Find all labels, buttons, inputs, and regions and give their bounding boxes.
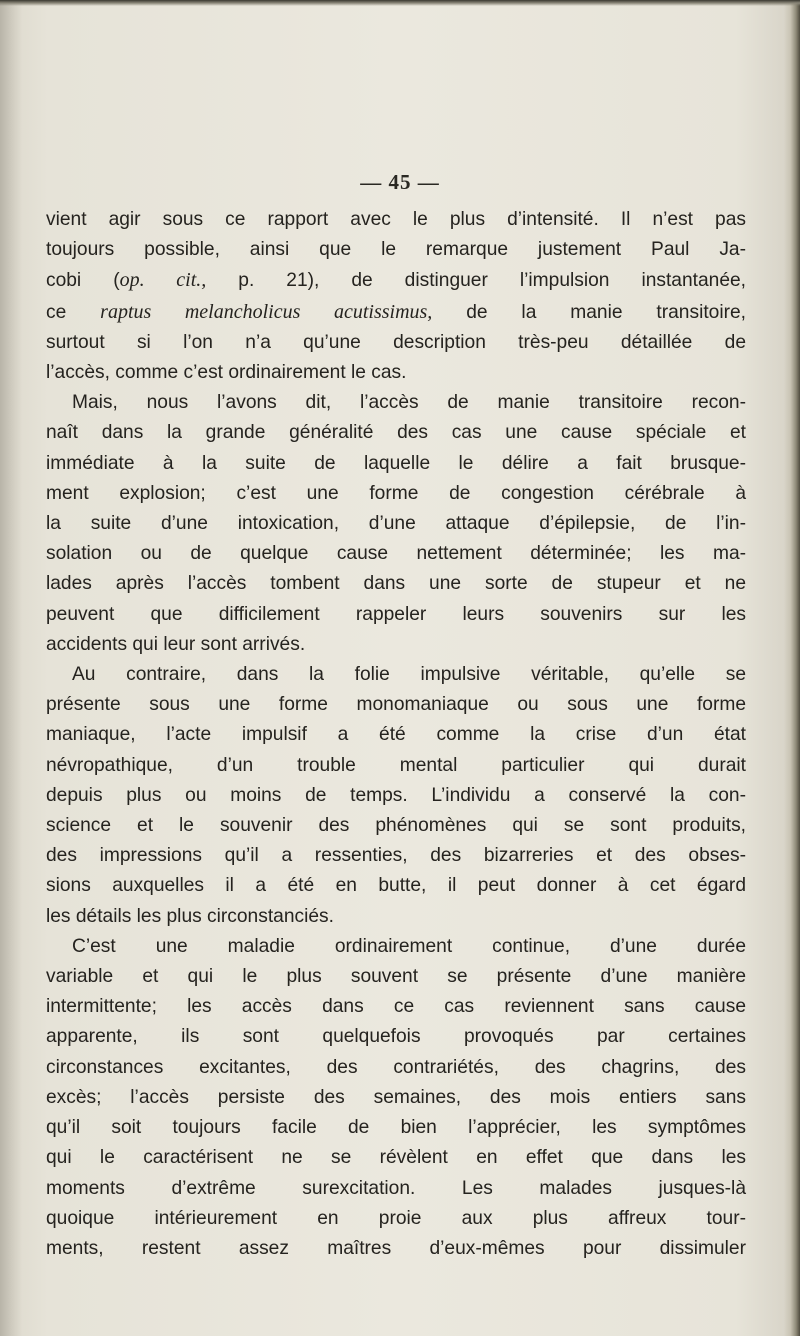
text-segment: science et le souvenir des phénomènes qui se sont produits,: [46, 815, 746, 837]
text-segment: ments, restent assez maîtres d’eux-mêmes pour dissimuler: [46, 1237, 746, 1259]
text-line: [46, 992, 746, 1022]
text-line: [46, 1022, 746, 1052]
text-line: [46, 388, 746, 418]
text-line: [46, 1143, 746, 1173]
text-segment: p. 21), de distinguer l’impulsion instantanée,: [206, 270, 746, 292]
text-segment: naît dans la grande généralité des cas une cause spéciale et: [46, 422, 746, 444]
text-segment: variable et qui le plus souvent se présente d’une manière: [46, 966, 746, 988]
text-segment: maniaque, l’acte impulsif a été comme la crise d’un état: [46, 724, 746, 746]
text-line: [46, 1204, 746, 1234]
text-segment: circonstances excitantes, des contrariétés, des chagrins, des: [46, 1056, 746, 1078]
text-line: [46, 932, 746, 962]
text-line: [46, 660, 746, 690]
text-segment: lades après l’accès tombent dans une sorte de stupeur et ne: [46, 573, 746, 595]
text-segment: Au contraire, dans la folie impulsive véritable, qu’elle se: [72, 664, 746, 686]
text-line: [46, 811, 746, 841]
text-line: [46, 569, 746, 599]
text-line: [46, 1174, 746, 1204]
italic-segment: raptus melancholicus acutissimus,: [100, 300, 433, 323]
text-segment: peuvent que difficilement rappeler leurs souvenirs sur les: [46, 603, 746, 625]
text-segment: l’accès, comme c’est ordinairement le cas.: [46, 362, 407, 384]
text-line: [46, 418, 746, 448]
text-line: [46, 449, 746, 479]
text-segment: qui le caractérisent ne se révèlent en effet que dans les: [46, 1147, 746, 1169]
text-segment: de la manie transitoire,: [432, 301, 746, 323]
text-segment: des impressions qu’il a ressenties, des bizarreries et des obses-: [46, 845, 746, 867]
text-line: [46, 751, 746, 781]
body-text: [46, 205, 746, 1264]
text-segment: immédiate à la suite de laquelle le délire a fait brusque-: [46, 452, 746, 474]
italic-segment: op. cit.,: [119, 269, 207, 292]
text-line: [46, 1083, 746, 1113]
text-line: [46, 328, 746, 358]
text-segment: surtout si l’on n’a qu’une description très-peu détaillée de: [46, 331, 746, 353]
text-line: [46, 630, 746, 660]
text-segment: vient agir sous ce rapport avec le plus d’intensité. Il n’est pas: [46, 209, 746, 230]
text-segment: cobi (: [46, 270, 120, 292]
top-edge: [0, 0, 800, 6]
text-segment: accidents qui leur sont arrivés.: [46, 633, 306, 655]
text-line: [46, 358, 746, 388]
text-segment: C’est une maladie ordinairement continue, d’une durée: [72, 935, 746, 957]
text-line: [46, 1113, 746, 1143]
gutter-shadow: [0, 0, 22, 1336]
text-line: [46, 1053, 746, 1083]
text-line: [46, 781, 746, 811]
text-line: [46, 509, 746, 539]
text-segment: ment explosion; c’est une forme de congestion cérébrale à: [46, 482, 746, 504]
text-line: [46, 902, 746, 932]
text-line: [46, 600, 746, 630]
text-segment: moments d’extrême surexcitation. Les malades jusques-là: [46, 1177, 746, 1199]
text-segment: Mais, nous l’avons dit, l’accès de manie transitoire recon-: [72, 392, 746, 414]
page-edge: [784, 0, 800, 1336]
text-segment: présente sous une forme monomaniaque ou sous une forme: [46, 694, 746, 716]
text-segment: apparente, ils sont quelquefois provoqués par certaines: [46, 1026, 746, 1048]
text-segment: quoique intérieurement en proie aux plus affreux tour-: [46, 1207, 746, 1229]
text-segment: les détails les plus circonstanciés.: [46, 905, 334, 927]
text-line: [46, 962, 746, 992]
text-line: [46, 720, 746, 750]
text-segment: depuis plus ou moins de temps. L’individu a conservé la con-: [46, 784, 746, 806]
text-line: [46, 265, 746, 296]
text-segment: solation ou de quelque cause nettement déterminée; les ma-: [46, 543, 746, 565]
text-segment: la suite d’une intoxication, d’une attaque d’épilepsie, de l’in-: [46, 513, 746, 535]
text-line: [46, 479, 746, 509]
text-line: [46, 297, 746, 328]
text-segment: excès; l’accès persiste des semaines, des mois entiers sans: [46, 1086, 746, 1108]
text-line: [46, 841, 746, 871]
text-segment: intermittente; les accès dans ce cas reviennent sans cause: [46, 996, 746, 1018]
text-segment: sions auxquelles il a été en butte, il peut donner à cet égard: [46, 875, 746, 897]
text-line: [46, 205, 746, 235]
text-line: [46, 539, 746, 569]
text-segment: qu’il soit toujours facile de bien l’apprécier, les symptômes: [46, 1117, 746, 1139]
text-line: [46, 235, 746, 265]
text-line: [46, 1234, 746, 1264]
page-number: — 45 —: [360, 170, 440, 194]
text-line: [46, 871, 746, 901]
text-segment: névropathique, d’un trouble mental particulier qui durait: [46, 754, 746, 776]
text-segment: toujours possible, ainsi que le remarque justement Paul Ja-: [46, 239, 746, 261]
text-line: [46, 690, 746, 720]
text-segment: ce: [46, 301, 101, 323]
